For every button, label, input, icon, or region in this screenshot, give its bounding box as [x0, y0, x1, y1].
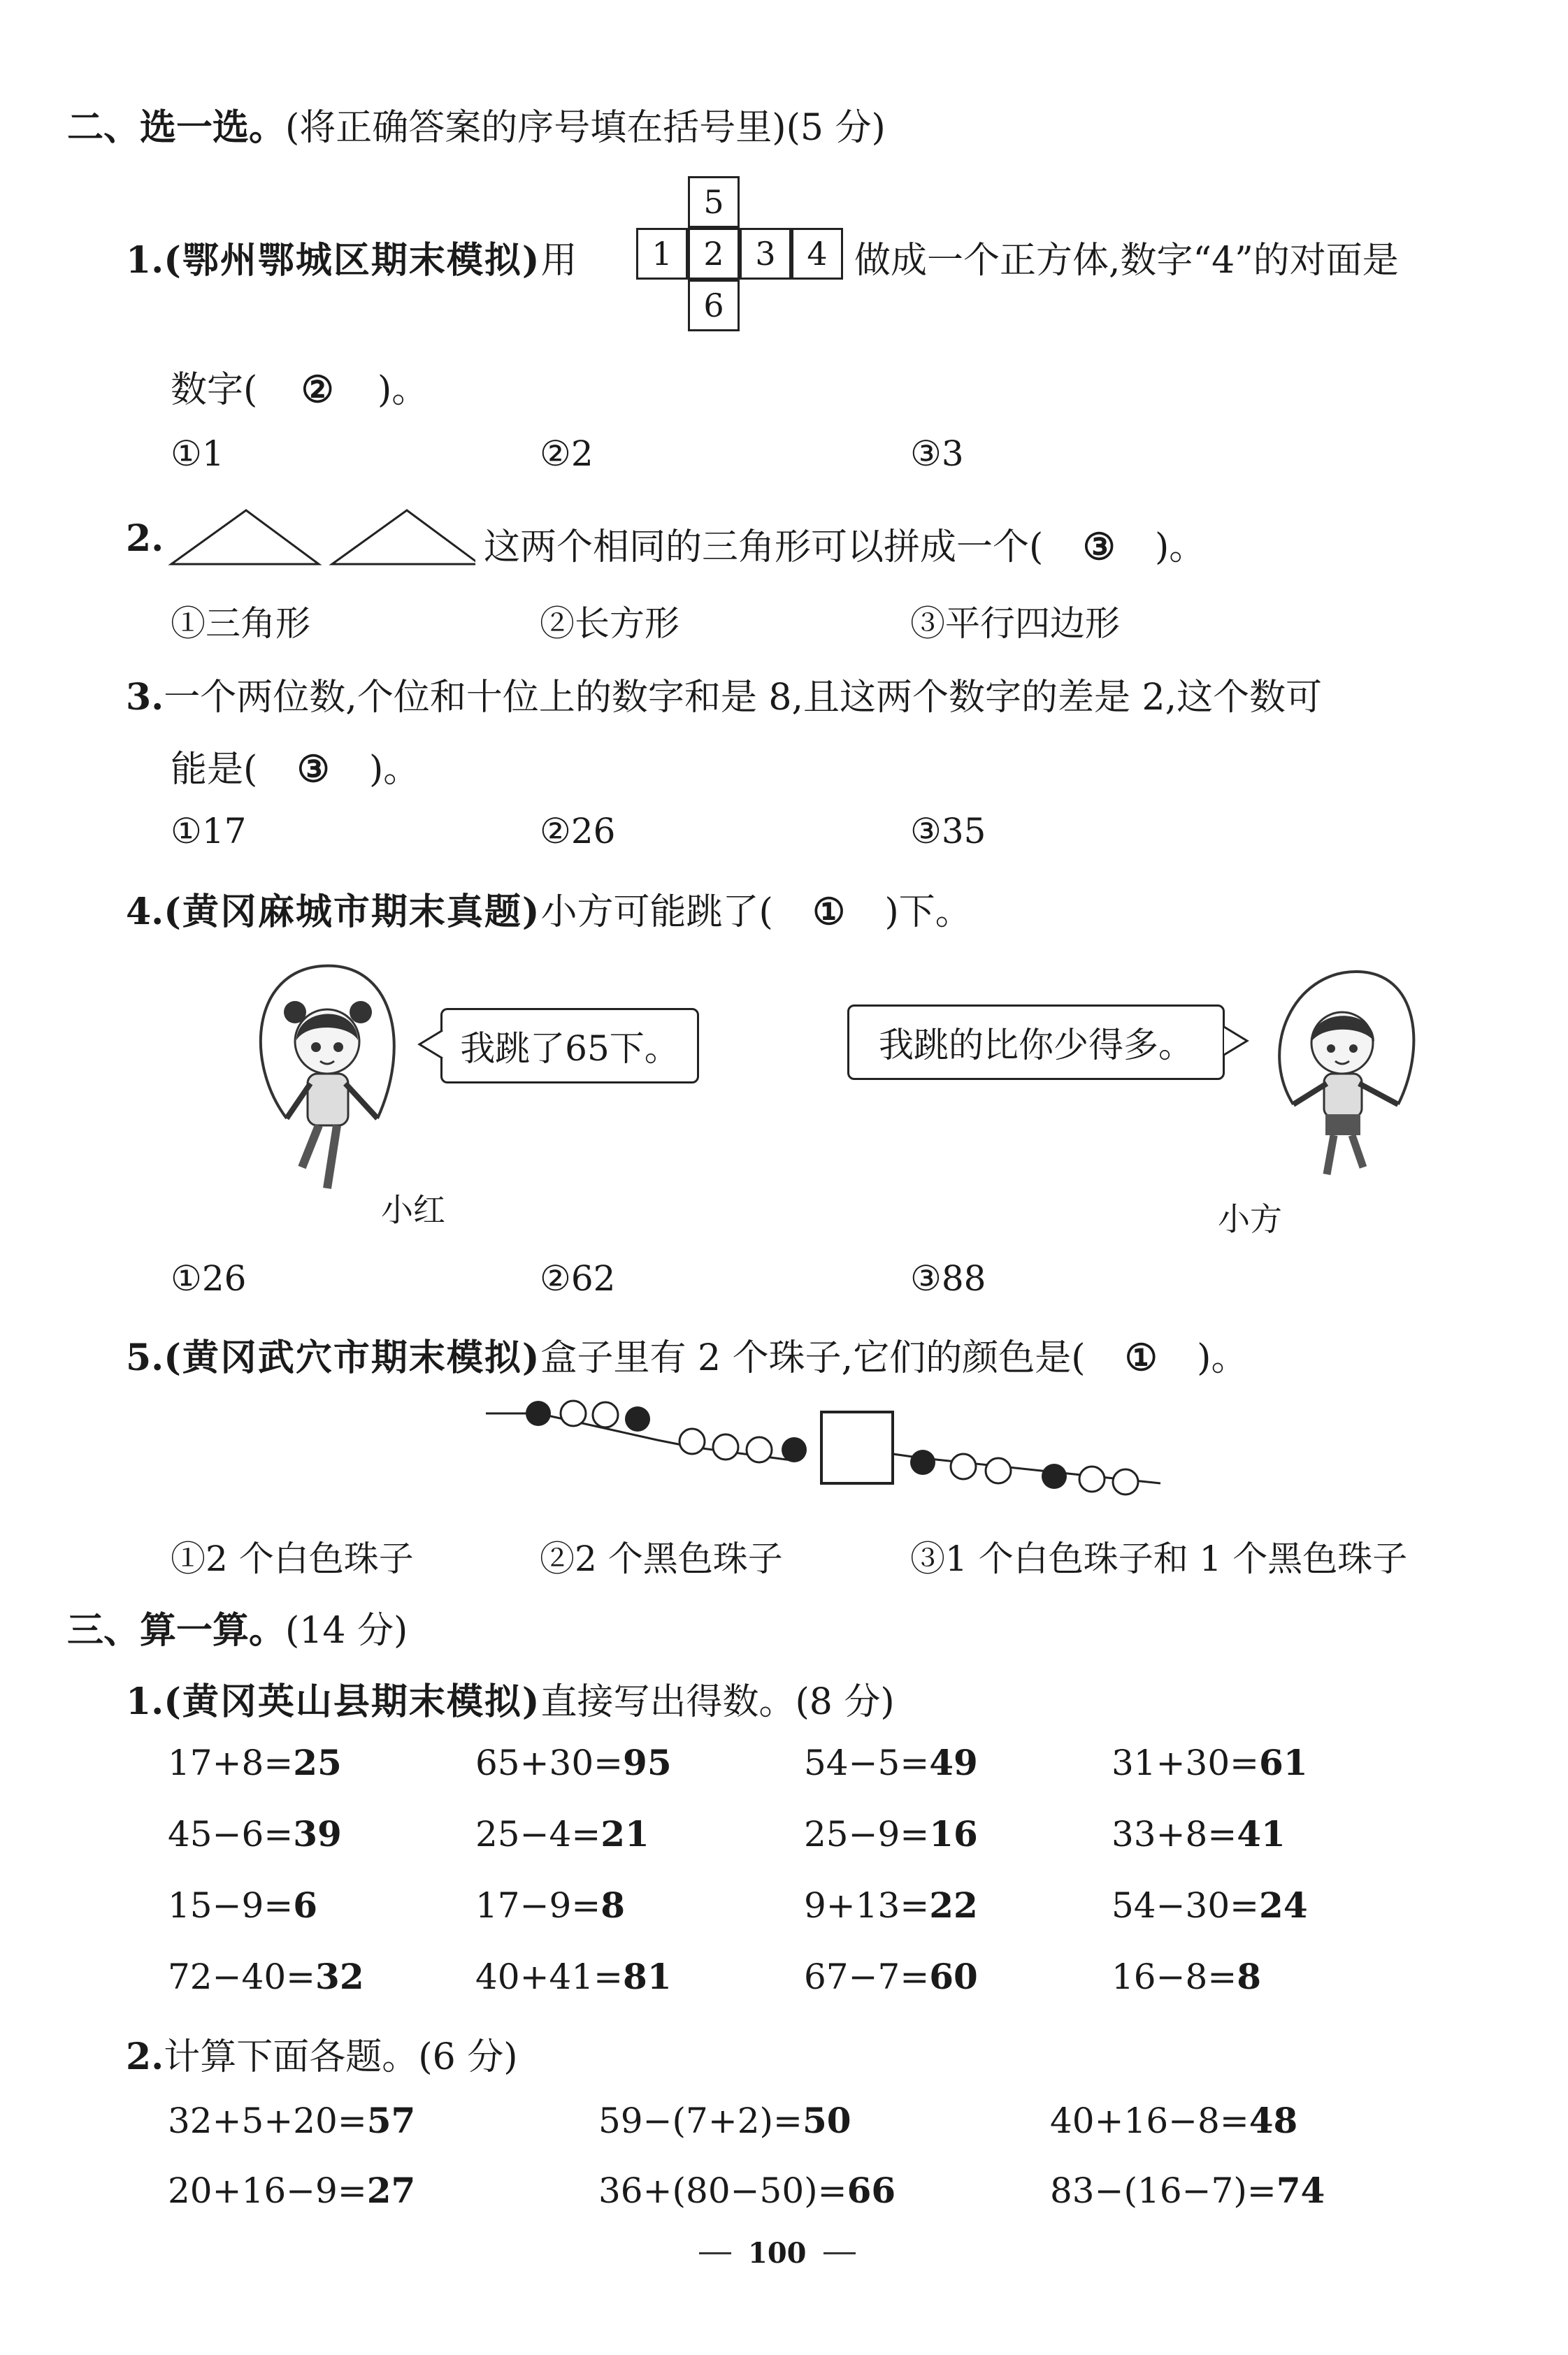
- q1-source: (鄂州鄂城区期末模拟): [164, 239, 541, 282]
- s3q2-number: 2.: [126, 2036, 164, 2078]
- q4-line: [126, 882, 972, 935]
- q4-option-3: ③88: [910, 1258, 986, 1299]
- q1-option-2: ②2: [540, 433, 594, 474]
- q3-option-3: ③35: [910, 811, 986, 851]
- bead-white: [747, 1437, 772, 1462]
- boy-name-label: 小方: [1218, 1200, 1282, 1238]
- q2-text-end: )。: [1154, 526, 1206, 568]
- q2-option-2: ②长方形: [540, 603, 679, 644]
- q1-option-1: ①1: [171, 433, 224, 474]
- bead-white: [593, 1402, 618, 1427]
- boy-eye-right: [1349, 1044, 1358, 1053]
- boy-bubble-tail: [1222, 1024, 1250, 1059]
- boy-arm-right: [1359, 1083, 1398, 1104]
- girl-hair-bun-left: [284, 1001, 306, 1023]
- bead-white: [1113, 1469, 1138, 1495]
- calc-r4c2: 40+41=81: [475, 1956, 672, 1997]
- q5-source: (黄冈武穴市期末模拟): [164, 1337, 541, 1379]
- s3q1-number: 1.: [126, 1680, 164, 1723]
- calc-r3c1: 15−9=6: [168, 1885, 318, 1926]
- calc-r1c4: 31+30=61: [1112, 1742, 1308, 1783]
- bead-white: [1079, 1467, 1105, 1492]
- girl-arm-right: [345, 1083, 377, 1118]
- calc-r4c1: 72−40=32: [168, 1956, 364, 1997]
- q1-text-c: 数字(: [171, 369, 258, 411]
- boy-shorts: [1325, 1114, 1360, 1135]
- q1-line2: [171, 360, 428, 412]
- q3-text-end: )。: [368, 749, 420, 791]
- bead-string-figure: [482, 1398, 1167, 1496]
- q4-text-end: )下。: [884, 891, 972, 933]
- bead-black: [526, 1401, 551, 1426]
- section3-title: [67, 1601, 408, 1653]
- q2-answer: ③: [1082, 526, 1116, 568]
- q3-text: 一个两位数,个位和十位上的数字和是 8,且这两个数字的差是 2,这个数可: [164, 677, 1323, 719]
- calc2-r1c3: 40+16−8=48: [1050, 2100, 1298, 2141]
- triangle-left: [171, 510, 319, 564]
- calc-r2c3: 25−9=16: [804, 1813, 978, 1855]
- net-cell-3: 3: [740, 228, 791, 280]
- q3-option-2: ②26: [540, 811, 616, 851]
- q5-text: 盒子里有 2 个珠子,它们的颜色是(: [540, 1337, 1086, 1379]
- q4-text: 小方可能跳了(: [540, 891, 773, 933]
- boy-body: [1324, 1074, 1362, 1117]
- q1-answer: ②: [301, 368, 334, 411]
- q4-source: (黄冈麻城市期末真题): [164, 891, 541, 933]
- q3-text2: 能是(: [171, 749, 258, 791]
- q2-option-1: ①三角形: [171, 603, 310, 644]
- q2-option-3: ③平行四边形: [910, 603, 1120, 644]
- boy-speech-bubble: 我跳的比你少得多。: [847, 1004, 1225, 1080]
- section2-note: (将正确答案的序号填在括号里)(5 分): [285, 107, 886, 149]
- bead-white: [951, 1454, 976, 1479]
- calc-r1c1: 17+8=25: [168, 1742, 342, 1783]
- girl-name-label: 小红: [381, 1191, 445, 1229]
- calc2-r2c2: 36+(80−50)=66: [598, 2170, 896, 2211]
- q5-number: 5.: [126, 1337, 164, 1379]
- bead-white: [561, 1401, 586, 1426]
- q5-text-end: )。: [1197, 1337, 1248, 1379]
- q1-text-d: )。: [377, 369, 429, 411]
- calc-r1c3: 54−5=49: [804, 1742, 978, 1783]
- q3-number: 3.: [126, 676, 164, 719]
- net-cell-bottom: 6: [688, 280, 740, 331]
- girl-hair-bun-right: [350, 1001, 372, 1023]
- section3-note: (14 分): [285, 1610, 408, 1652]
- page-number: 100: [748, 2237, 807, 2270]
- calc-r3c3: 9+13=22: [804, 1885, 978, 1926]
- net-cell-1: 1: [636, 228, 688, 280]
- q5-option-1: ①2 个白色珠子: [171, 1539, 414, 1579]
- hidden-box: [821, 1412, 893, 1483]
- net-cell-2: 2: [688, 228, 740, 280]
- q5-option-2: ②2 个黑色珠子: [540, 1539, 783, 1579]
- triangles-figure: [168, 505, 475, 568]
- bead-white: [713, 1434, 738, 1460]
- girl-jumping-illustration: [238, 958, 419, 1209]
- s3q1-source: (黄冈英山县期末模拟): [164, 1680, 541, 1723]
- section2-title: [67, 98, 886, 150]
- boy-jumping-illustration: [1251, 965, 1433, 1216]
- q2-text: 这两个相同的三角形可以拼成一个(: [484, 526, 1044, 568]
- q2-number: 2.: [126, 517, 164, 560]
- q4-option-2: ②62: [540, 1258, 616, 1299]
- girl-eye-left: [311, 1042, 321, 1052]
- q5-line: [126, 1328, 1247, 1381]
- bead-white: [679, 1429, 705, 1454]
- q1-text-a: 用: [540, 240, 577, 282]
- calc2-r1c1: 32+5+20=57: [168, 2100, 416, 2141]
- bead-black: [625, 1406, 650, 1432]
- section3-title-text: 三、算一算。: [67, 1609, 286, 1652]
- q4-number: 4.: [126, 891, 164, 933]
- boy-eye-left: [1327, 1044, 1335, 1053]
- triangle-right: [332, 510, 475, 564]
- net-cell-4: 4: [791, 228, 843, 280]
- bead-black: [1042, 1464, 1067, 1489]
- q3-option-1: ①17: [171, 811, 247, 851]
- q2-line: [484, 517, 1205, 570]
- girl-eye-right: [333, 1042, 343, 1052]
- bead-white: [986, 1458, 1011, 1483]
- q3-line2: [171, 740, 419, 792]
- q5-option-3: ③1 个白色珠子和 1 个黑色珠子: [910, 1539, 1408, 1579]
- page-footer: [699, 2237, 856, 2270]
- calc-r4c3: 67−7=60: [804, 1956, 978, 1997]
- s3q1-text: 直接写出得数。(8 分): [540, 1681, 895, 1723]
- s3q1-line: [126, 1672, 895, 1724]
- calc2-r2c3: 83−(16−7)=74: [1050, 2170, 1325, 2211]
- bead-black: [910, 1450, 935, 1475]
- q5-answer: ①: [1125, 1337, 1158, 1379]
- q1-option-3: ③3: [910, 433, 964, 474]
- q4-answer: ①: [812, 891, 845, 933]
- calc-r1c2: 65+30=95: [475, 1742, 672, 1783]
- boy-arm-left: [1293, 1083, 1327, 1104]
- q3-line: [126, 668, 1322, 720]
- bead-black: [782, 1437, 807, 1462]
- girl-body: [308, 1074, 348, 1125]
- calc-r3c4: 54−30=24: [1112, 1885, 1308, 1926]
- calc2-r2c1: 20+16−9=27: [168, 2170, 416, 2211]
- girl-bubble-tail: [417, 1028, 445, 1063]
- s3q2-line: [126, 2027, 518, 2080]
- boy-leg-right: [1352, 1135, 1363, 1167]
- footer-dash-left: [699, 2252, 731, 2254]
- q1-number: 1.: [126, 239, 164, 282]
- calc-r2c1: 45−6=39: [168, 1813, 342, 1855]
- q1-text-b: 做成一个正方体,数字“4”的对面是: [854, 240, 1399, 282]
- q1-line: [126, 231, 577, 283]
- q3-answer: ③: [296, 748, 330, 791]
- net-cell-top: 5: [688, 176, 740, 228]
- girl-speech-bubble: 我跳了65下。: [440, 1008, 699, 1083]
- s3q2-text: 计算下面各题。(6 分): [164, 2036, 518, 2078]
- calc-r4c4: 16−8=8: [1112, 1956, 1262, 1997]
- girl-leg-left: [302, 1125, 319, 1167]
- section2-title-text: 二、选一选。: [67, 106, 286, 149]
- calc2-r1c2: 59−(7+2)=50: [598, 2100, 851, 2141]
- girl-leg-right: [327, 1125, 337, 1188]
- footer-dash-right: [823, 2252, 856, 2254]
- boy-leg-left: [1327, 1135, 1334, 1174]
- calc-r2c4: 33+8=41: [1112, 1813, 1286, 1855]
- calc-r2c2: 25−4=21: [475, 1813, 649, 1855]
- calc-r3c2: 17−9=8: [475, 1885, 626, 1926]
- q4-option-1: ①26: [171, 1258, 247, 1299]
